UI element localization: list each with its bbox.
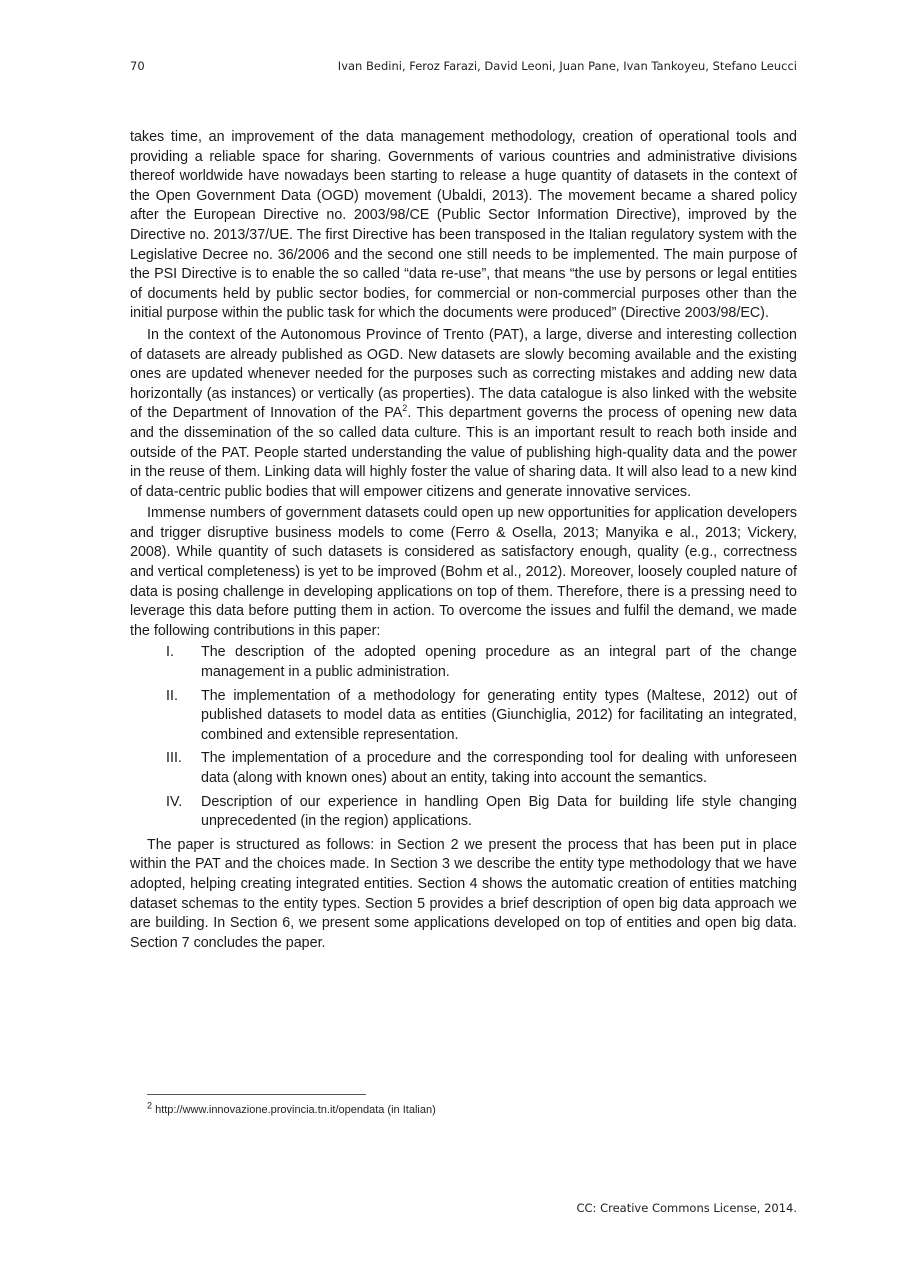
list-item-text: The implementation of a methodology for generating entity types (Maltese, 2012) out of published datasets to model data as entities (Giunchiglia, 2012) for facilitating an integrated, combined and extensible representation. [201, 687, 797, 743]
running-header [130, 59, 797, 73]
body-text [130, 128, 797, 955]
paragraph-4: The paper is structured as follows: in Section 2 we present the process that has been put in place within the PAT and the choices made. In Section 3 we describe the entity type methodology that we have adopted, helping creating integrated entities. Section 4 shows the automatic creation of entities matching dataset schemas to the entity types. Section 5 provides a brief description of open big data approach we are building. In Section 6, we present some applications developed on top of entities and open big data. Section 7 concludes the paper. [130, 836, 797, 951]
list-item [130, 793, 797, 832]
list-item-text: The description of the adopted opening procedure as an integral part of the change management in a public administration. [201, 644, 797, 681]
list-item-text: The implementation of a procedure and the corresponding tool for dealing with unforeseen data (along with known ones) about an entity, taking into account the semantics. [201, 750, 797, 786]
footnote-reference: 2 [402, 403, 408, 414]
license-footer: CC: Creative Commons License, 2014. [576, 1201, 797, 1215]
list-item-text: Description of our experience in handling Open Big Data for building life style changing unprecedented (in the region) applications. [201, 793, 797, 830]
footnote-mark: 2 [147, 1100, 153, 1111]
list-item-number: II. [166, 687, 178, 704]
paragraph-3: Immense numbers of government datasets could open up new opportunities for application developers and trigger disruptive business models to come (Ferro & Osella, 2013; Manyika e al., 2013; Vickery, 2008). While quantity of such datasets is considered as satisfactory enough, quality (e.g., correctness and vertical completeness) is yet to be improved (Bohm et al., 2012). Moreover, loosely coupled nature of data is posing challenge in developing applications on top of them. Therefore, there is a pressing need to leverage this data before putting them in action. To overcome the issues and fulfil the demand, we made the following contributions in this paper: [130, 505, 797, 639]
list-item-number: IV. [166, 793, 183, 810]
contributions-list [130, 643, 797, 831]
paragraph-2 [130, 326, 797, 502]
list-item [130, 643, 797, 682]
paragraph-2-text-b: . This department governs the process of opening new data and the dissemination of the so called data culture. This is an important result to reach both inside and outside of the PAT. People started understanding the value of publishing high-quality data and the power in the reuse of them. Linking data will highly foster the value of sharing data. It will also lead to a new kind of data-centric public bodies that will empower citizens and generate innovative services. [130, 405, 797, 500]
list-item [130, 749, 797, 788]
page-number: 70 [130, 59, 145, 73]
list-item-number: I. [166, 644, 174, 661]
paragraph-2-text-a: In the context of the Autonomous Province of Trento (PAT), a large, diverse and interesting collection of datasets are already published as OGD. New datasets are slowly becoming available and the existing ones are updated whenever needed for the purposes such as correcting mistakes and adding new data horizontally (as instances) or vertically (as properties). The data catalogue is also linked with the website of the Department of Innovation of the PA [130, 326, 797, 422]
list-item [130, 687, 797, 746]
footnote-link[interactable]: http://www.innovazione.provincia.tn.it/opendata (in Italian) [152, 1104, 436, 1116]
paragraph-1: takes time, an improvement of the data management methodology, creation of operational tools and providing a reliable space for sharing. Governments of various countries and administrative divisions thereof worldwide have nowadays been starting to release a huge quantity of datasets in the context of the Open Government Data (OGD) movement (Ubaldi, 2013). The movement became a shared policy after the European Directive no. 2003/98/CE (Public Sector Information Directive), improved by the Directive no. 2013/37/UE. The first Directive has been transposed in the Italian regulatory system with the Legislative Decree no. 36/2006 and the second one still needs to be implemented. The main purpose of the PSI Directive is to enable the so called “data re-use”, that means “the use by persons or legal entities of documents held by public sector bodies, for commercial or non-commercial purposes other than the initial purpose within the public task for which the documents were produced” (Directive 2003/98/EC). [130, 129, 797, 322]
footnote-divider [147, 1094, 366, 1095]
author-list: Ivan Bedini, Feroz Farazi, David Leoni, Juan Pane, Ivan Tankoyeu, Stefano Leucci [337, 59, 797, 73]
list-item-number: III. [166, 750, 182, 767]
footnote [147, 1100, 436, 1116]
